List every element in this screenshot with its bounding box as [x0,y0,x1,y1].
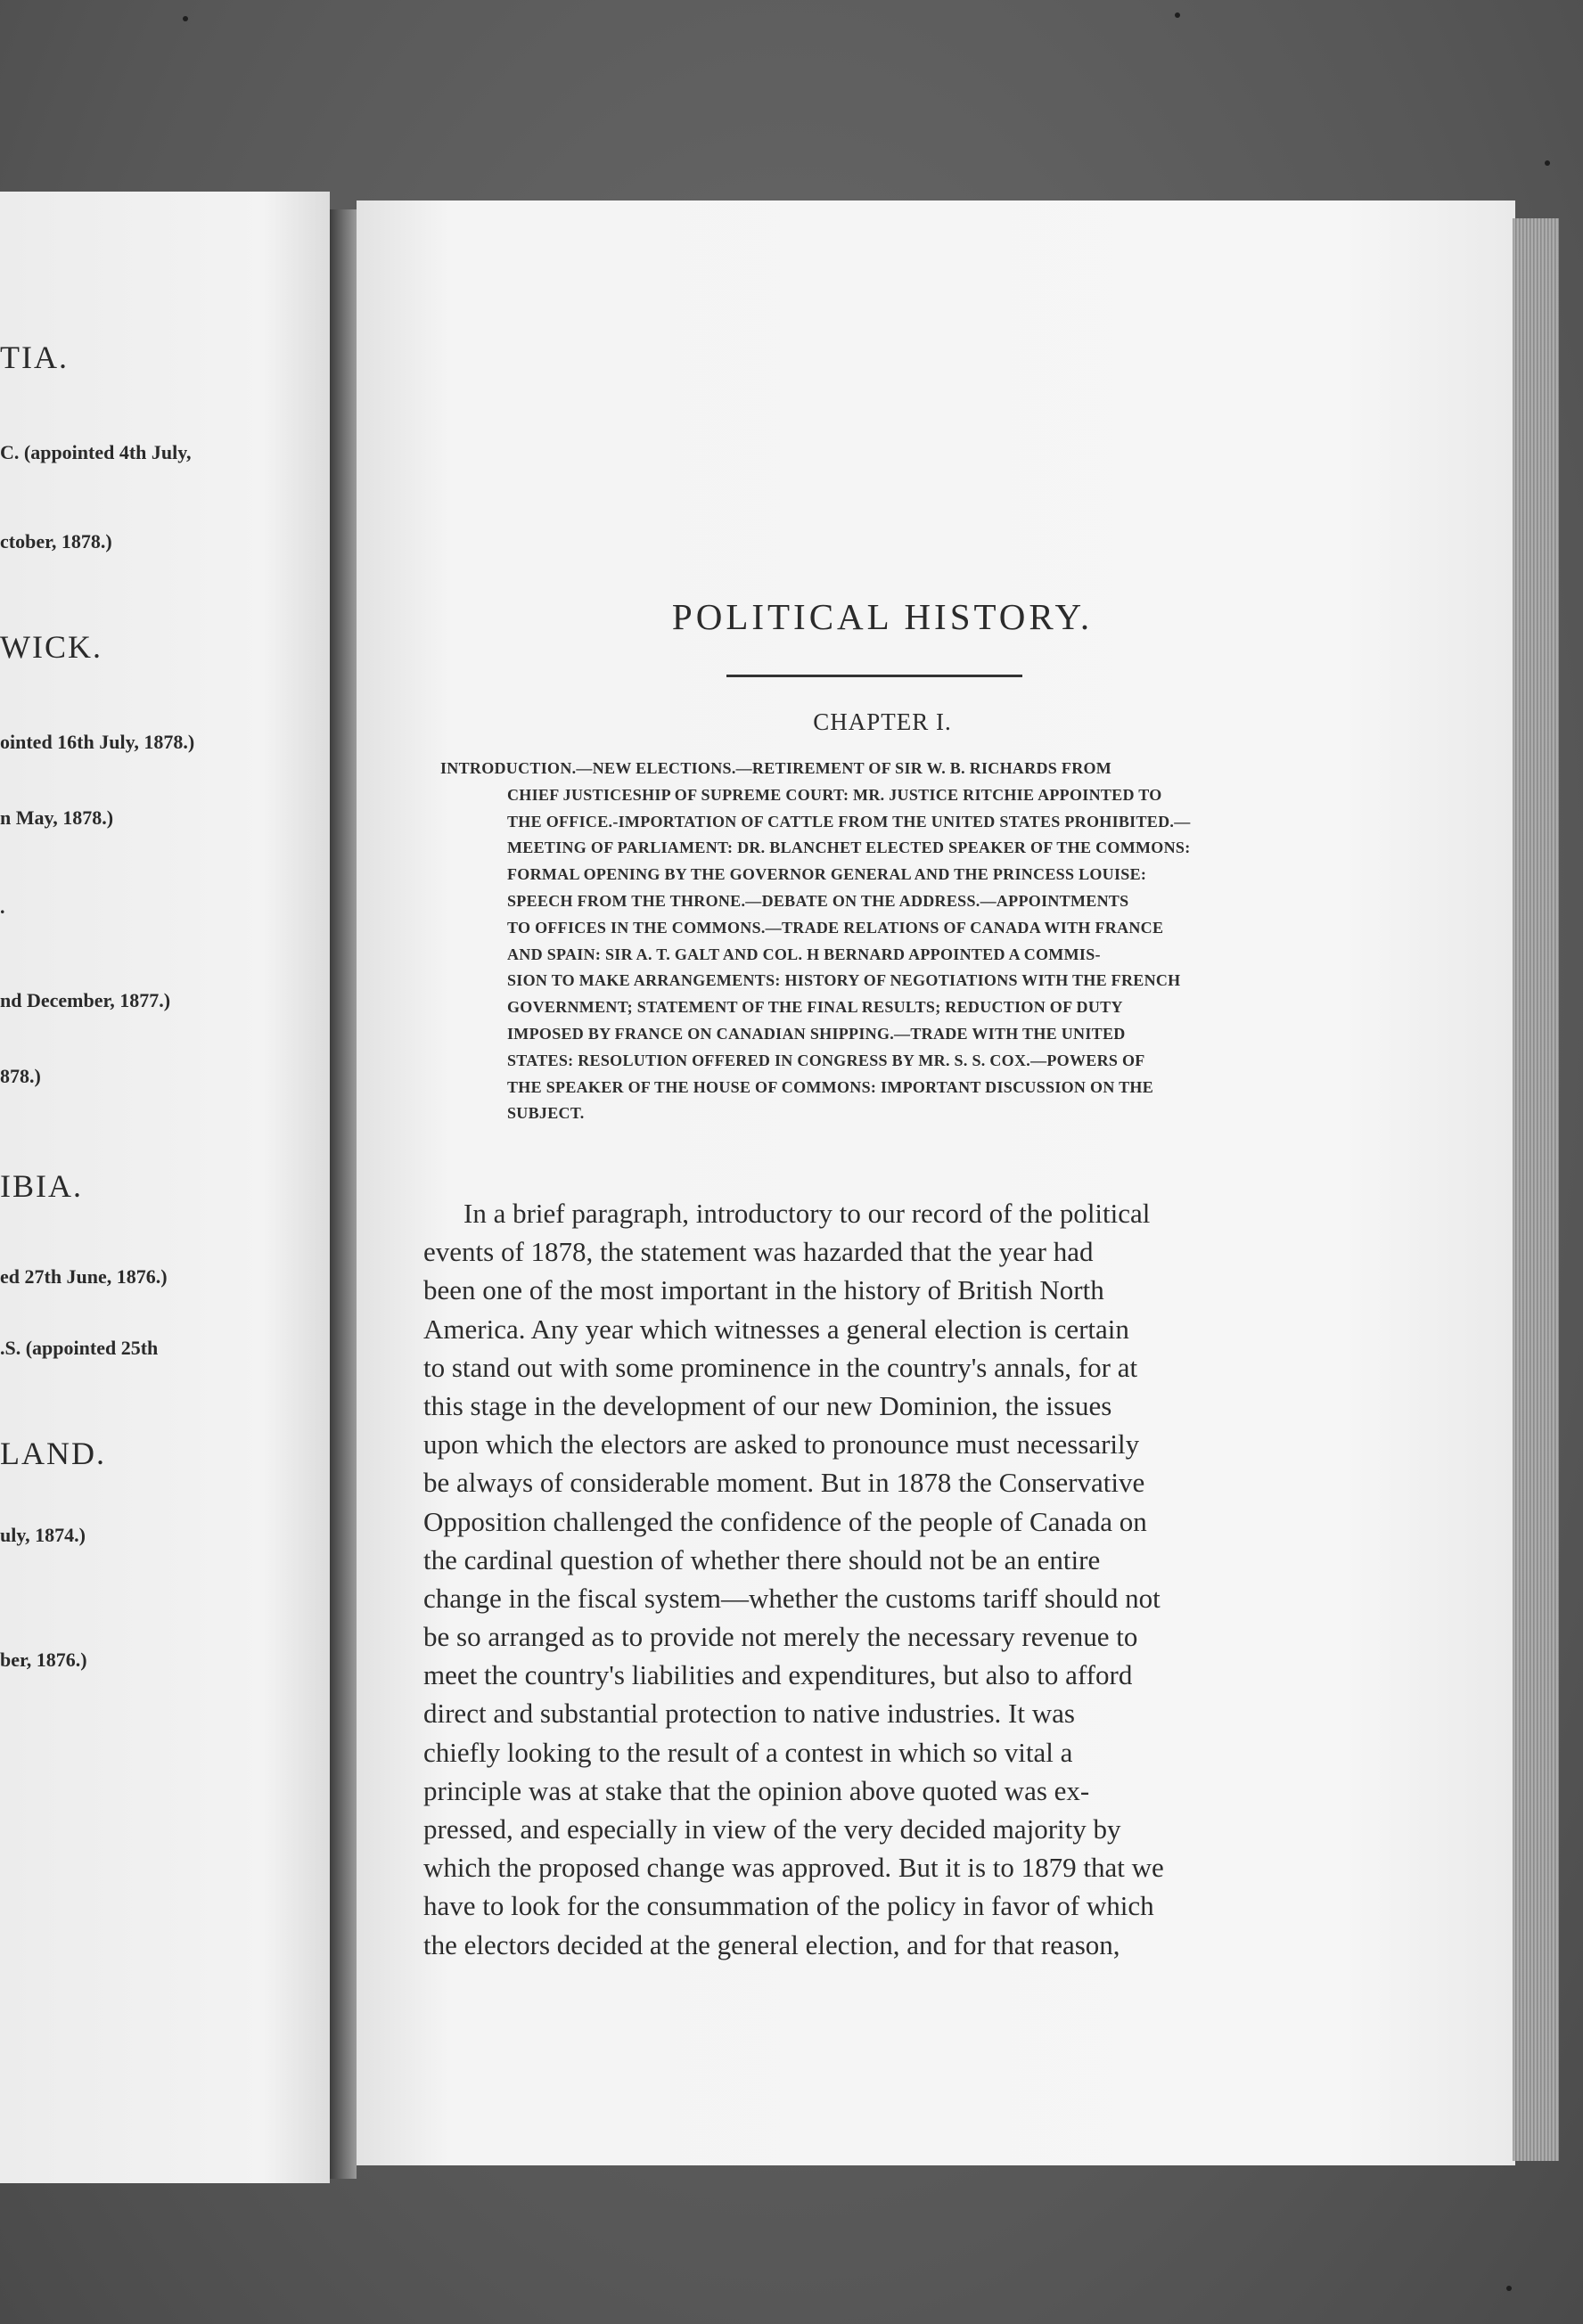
body-line: have to look for the consummation of the policy in favor of which [423,1890,1154,1922]
body-line: be so arranged as to provide not merely the necessary revenue to [423,1621,1138,1653]
body-line: which the proposed change was approved. But it is to 1879 that we [423,1852,1164,1884]
body-line: America. Any year which witnesses a general election is certain [423,1313,1129,1345]
film-speck [183,16,188,21]
synopsis-line: FORMAL OPENING BY THE GOVERNOR GENERAL AND THE PRINCESS LOUISE: [507,865,1147,884]
title-rule [726,675,1022,677]
left-page-line: nd December, 1877.) [0,989,171,1011]
left-page-line: uly, 1874.) [0,1524,86,1546]
left-page-line: ointed 16th July, 1878.) [0,731,195,753]
page-edge [1513,218,1559,2161]
synopsis-line: SION TO MAKE ARRANGEMENTS: HISTORY OF NEGOTIATIONS WITH THE FRENCH [507,971,1181,990]
left-page-line: ed 27th June, 1876.) [0,1265,168,1288]
page-title: POLITICAL HISTORY. [671,596,1094,637]
left-page [0,192,330,2183]
synopsis-line: IMPOSED BY FRANCE ON CANADIAN SHIPPING.—TRADE WITH THE UNITED [507,1024,1126,1043]
body-line: the electors decided at the general election, and for that reason, [423,1928,1120,1960]
left-page-heading: IBIA. [0,1168,83,1204]
left-page-heading: TIA. [0,340,69,375]
chapter-synopsis [440,756,1300,1127]
left-page-line: . [0,896,5,918]
left-page-line: ctober, 1878.) [0,530,112,552]
body-line: upon which the electors are asked to pronounce must necessarily [423,1428,1140,1461]
left-page-line: .S. (appointed 25th [0,1337,159,1359]
left-page-line: ber, 1876.) [0,1649,87,1671]
body-line: events of 1878, the statement was hazarded that the year had [423,1236,1094,1268]
synopsis-line: AND SPAIN: SIR A. T. GALT AND COL. H BERNARD APPOINTED A COMMIS- [507,945,1101,963]
body-line: direct and substantial protection to native industries. It was [423,1698,1075,1730]
film-speck [1175,12,1180,18]
synopsis-line: CHIEF JUSTICESHIP OF SUPREME COURT: MR. JUSTICE RITCHIE APPOINTED TO [507,785,1162,804]
film-speck [1545,160,1550,166]
book-gutter [330,209,357,2179]
body-line: this stage in the development of our new Dominion, the issues [423,1389,1112,1421]
synopsis-line: TO OFFICES IN THE COMMONS.—TRADE RELATIONS OF CANADA WITH FRANCE [507,918,1164,937]
body-line: change in the fiscal system—whether the customs tariff should not [423,1582,1161,1614]
body-line: to stand out with some prominence in the country's annals, for at [423,1351,1138,1383]
left-page-line: n May, 1878.) [0,806,114,829]
synopsis-line: INTRODUCTION.—NEW ELECTIONS.—RETIREMENT OF SIR W. B. RICHARDS FROM [440,759,1112,777]
body-line: be always of considerable moment. But in 1878 the Conservative [423,1467,1145,1499]
left-page-heading: WICK. [0,629,103,665]
left-page-heading: LAND. [0,1436,106,1471]
body-line: pressed, and especially in view of the very decided majority by [423,1813,1121,1845]
body-line: In a brief paragraph, introductory to our record of the political [463,1198,1151,1229]
synopsis-line: SPEECH FROM THE THRONE.—DEBATE ON THE ADDRESS.—APPOINTMENTS [507,891,1129,910]
body-line: the cardinal question of whether there should not be an entire [423,1543,1101,1575]
synopsis-line: GOVERNMENT; STATEMENT OF THE FINAL RESULTS; REDUCTION OF DUTY [507,998,1123,1017]
body-paragraph [423,1194,1297,1964]
body-line: chiefly looking to the result of a contest in which so vital a [423,1736,1073,1768]
left-page-line: 878.) [0,1065,41,1087]
film-speck [1506,2286,1512,2291]
body-line: meet the country's liabilities and expenditures, but also to afford [423,1659,1133,1691]
synopsis-line: SUBJECT. [507,1104,585,1123]
chapter-heading: CHAPTER I. [813,708,952,735]
synopsis-line: THE SPEAKER OF THE HOUSE OF COMMONS: IMPORTANT DISCUSSION ON THE [507,1077,1154,1096]
synopsis-line: THE OFFICE.-IMPORTATION OF CATTLE FROM THE UNITED STATES PROHIBITED.— [507,812,1191,831]
body-line: principle was at stake that the opinion above quoted was ex- [423,1774,1090,1806]
synopsis-line: STATES: RESOLUTION OFFERED IN CONGRESS BY MR. S. S. COX.—POWERS OF [507,1051,1145,1069]
body-line: been one of the most important in the history of British North [423,1274,1104,1306]
synopsis-line: MEETING OF PARLIAMENT: DR. BLANCHET ELECTED SPEAKER OF THE COMMONS: [507,839,1191,857]
body-line: Opposition challenged the confidence of the people of Canada on [423,1505,1147,1537]
left-page-line: C. (appointed 4th July, [0,441,192,463]
